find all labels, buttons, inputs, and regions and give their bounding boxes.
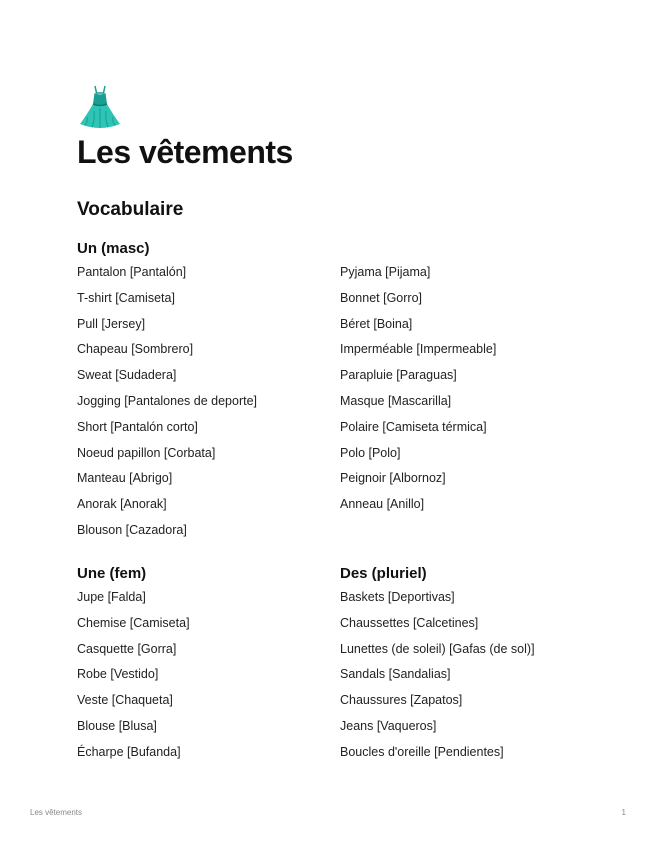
vocab-item: Boucles d'oreille [Pendientes] xyxy=(340,744,504,759)
vocab-item: Blouson [Cazadora] xyxy=(77,522,187,537)
vocab-item: Pyjama [Pijama] xyxy=(340,265,431,279)
section-title: Vocabulaire xyxy=(77,199,184,220)
vocab-item: T-shirt [Camiseta] xyxy=(77,290,175,305)
vocab-item: Sweat [Sudadera] xyxy=(77,368,177,383)
vocab-item: Jupe [Falda] xyxy=(77,590,146,604)
fem-heading: Une (fem) xyxy=(77,565,147,582)
vocab-item: Sandals [Sandalias] xyxy=(340,667,451,682)
vocab-item: Bonnet [Gorro] xyxy=(340,290,422,305)
vocab-item: Blouse [Blusa] xyxy=(77,718,157,733)
vocab-item: Casquette [Gorra] xyxy=(77,641,177,656)
vocab-item: Anneau [Anillo] xyxy=(340,497,425,512)
vocab-item: Chaussettes [Calcetines] xyxy=(340,615,479,630)
vocab-item: Veste [Chaqueta] xyxy=(77,693,173,708)
heading-spacer xyxy=(340,238,496,260)
vocab-item: Robe [Vestido] xyxy=(77,667,159,682)
plural-column xyxy=(340,563,535,766)
vocab-item: Lunettes (de soleil) [Gafas (de sol)] xyxy=(340,641,535,656)
vocab-item: Écharpe [Bufanda] xyxy=(77,744,181,759)
masc-heading: Un (masc) xyxy=(77,240,150,257)
vocab-item: Manteau [Abrigo] xyxy=(77,471,173,486)
page-title: Les vêtements xyxy=(77,134,293,170)
fem-column xyxy=(77,563,190,766)
vocab-item: Noeud papillon [Corbata] xyxy=(77,445,216,460)
vocab-item: Béret [Boina] xyxy=(340,316,413,331)
vocab-item: Jogging [Pantalones de deporte] xyxy=(77,393,257,408)
plural-heading: Des (pluriel) xyxy=(340,565,427,582)
vocab-item: Chaussures [Zapatos] xyxy=(340,693,463,708)
vocab-item: Polaire [Camiseta térmica] xyxy=(340,419,487,434)
vocab-item: Pantalon [Pantalón] xyxy=(77,265,187,279)
footer-title: Les vêtements xyxy=(30,808,83,817)
vocab-item: Parapluie [Paraguas] xyxy=(340,368,457,383)
vocab-item: Peignoir [Albornoz] xyxy=(340,471,446,486)
vocab-item: Short [Pantalón corto] xyxy=(77,419,198,434)
vocab-item: Pull [Jersey] xyxy=(77,316,146,331)
vocab-item: Masque [Mascarilla] xyxy=(340,393,452,408)
vocab-item: Polo [Polo] xyxy=(340,445,401,460)
masc-left-column xyxy=(77,238,257,544)
vocab-item: Imperméable [Impermeable] xyxy=(340,342,497,357)
page-number: 1 xyxy=(621,808,626,817)
vocab-item: Chapeau [Sombrero] xyxy=(77,342,194,357)
vocab-item: Anorak [Anorak] xyxy=(77,497,167,512)
vocab-item: Chemise [Camiseta] xyxy=(77,615,190,630)
masc-right-column xyxy=(340,238,496,518)
dress-icon xyxy=(78,84,122,130)
vocab-item: Baskets [Deportivas] xyxy=(340,590,455,604)
vocab-item: Jeans [Vaqueros] xyxy=(340,718,437,733)
